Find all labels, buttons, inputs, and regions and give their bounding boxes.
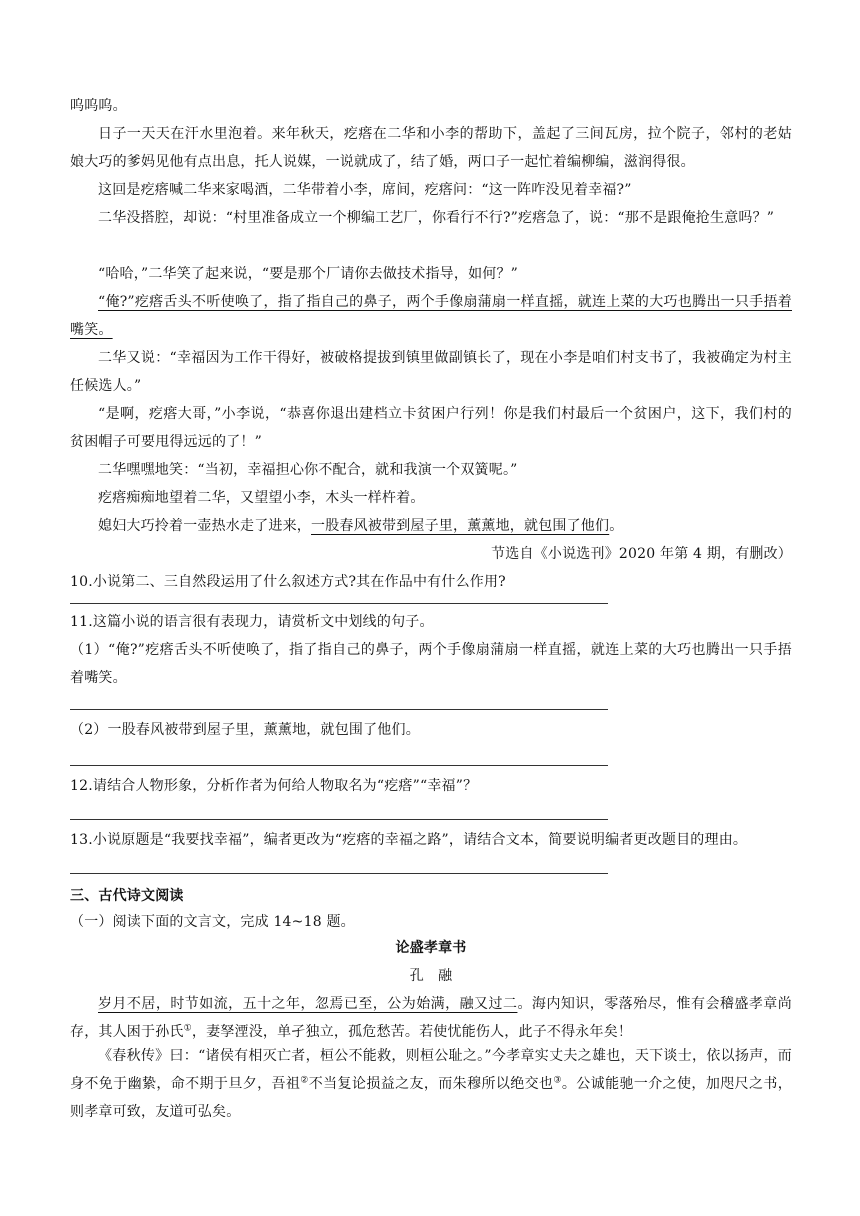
paragraph-text: 《春秋传》曰：“诸侯有相灭亡者，桓公不能救，则桓公耻之。”今孝章实丈夫之雄也，天下谈士，依以扬声，而身不免于幽絷，命不期于旦夕，吾祖 [70,1048,792,1092]
classical-paragraph-2 [70,1042,792,1126]
answer-line[interactable] [70,765,608,766]
paragraph-text: 。公诚能驰一介之使，加咫尺之书，则孝章可致，友道可弘矣。 [70,1076,792,1120]
source-citation: 节选自《小说选刊》2020 年第 4 期，有删改） [491,546,792,562]
paragraph-text: 媳妇大巧拎着一壶热水走了进来， [98,518,311,534]
question-11-2: （2）一股春风被带到屋子里，薰薰地，就包围了他们。 [70,722,420,738]
story-paragraph: “哈哈，”二华笑了起来说，“要是那个厂请你去做技术指导，如何？” [98,266,519,282]
story-paragraph: 这回是疙瘩喊二华来家喝酒，二华带着小李，席间，疙瘩问：“这一阵咋没见着幸福?” [98,182,632,198]
passage-title: 论盛孝章书 [395,940,467,956]
paragraph-text: ，妻孥湮没，单孑独立，孤危愁苦。若使忧能伤人，此子不得永年矣！ [191,1024,633,1040]
passage-author: 孔 融 [409,968,453,984]
footnote-marker: ② [300,1075,309,1086]
paragraph-text: 。海内知识，零落殆尽，惟有会稽盛孝章尚存，其人困于孙氏 [70,996,792,1040]
answer-line[interactable] [70,819,608,820]
question-11-1: （1）“俺?”疙瘩舌头不听使唤了，指了指自己的鼻子，两个手像扇蒲扇一样直摇，就连上菜的大巧也腾出一只手捂着嘴笑。 [70,642,792,686]
story-paragraph: 二华嘿嘿地笑：“当初，幸福担心你不配合，就和我演一个双簧呢。” [98,462,518,478]
story-paragraph: 呜呜呜。 [70,98,127,114]
story-paragraph: 疙瘩痴痴地望着二华，又望望小李，木头一样杵着。 [98,490,425,506]
underlined-sentence-1: “俺?”疙瘩舌头不听使唤了，指了指自己的鼻子，两个手像扇蒲扇一样直摇，就连上菜的大巧也腾出一只手捂着嘴笑。 [70,294,792,338]
question-13: 13.小说原题是“我要找幸福”，编者更改为“疙瘩的幸福之路”，请结合文本，简要说明编者更改题目的理由。 [70,832,748,848]
underlined-paragraph [70,288,792,344]
answer-line[interactable] [70,873,608,874]
underlined-classical-sentence: 岁月不居，时节如流，五十之年，忽焉已至，公为始满，融又过二 [98,996,518,1012]
story-paragraph: 二华没搭腔，却说：“村里准备成立一个柳编工艺厂，你看行不行?”疙瘩急了，说：“那不是跟俺抢生意吗？” [98,210,775,226]
section-instruction: （一）阅读下面的文言文，完成 14~18 题。 [70,914,355,930]
footnote-marker: ① [183,1023,192,1034]
classical-paragraph-1 [70,990,792,1046]
story-paragraph: 日子一天天在汗水里泡着。来年秋天，疙瘩在二华和小李的帮助下，盖起了三间瓦房，拉个院子，邻村的老姑娘大巧的爹妈见他有点出息，托人说媒，一说就成了，结了婚，两口子一起忙着编柳编，滋润得很。 [70,126,792,170]
question-11: 11.这篇小说的语言很有表现力，请赏析文中划线的句子。 [70,614,434,630]
story-paragraph [70,512,792,540]
paragraph-text: 。 [609,518,624,534]
answer-line[interactable] [70,709,608,710]
answer-line[interactable] [70,603,608,604]
story-paragraph: “是啊，疙瘩大哥，”小李说，“恭喜你退出建档立卡贫困户行列！你是我们村最后一个贫困户，这下，我们村的贫困帽子可要甩得远远的了！” [70,406,792,450]
underlined-sentence-2: 一股春风被带到屋子里，薰薰地，就包围了他们 [311,518,610,534]
footnote-marker: ③ [553,1075,562,1086]
section-heading: 三、古代诗文阅读 [70,888,184,904]
question-12: 12.请结合人物形象，分析作者为何给人物取名为“疙瘩”“幸福”？ [70,778,478,794]
paragraph-text: 不当复论损益之友，而朱穆所以绝交也 [308,1076,554,1092]
story-paragraph: 二华又说：“幸福因为工作干得好，被破格提拔到镇里做副镇长了，现在小李是咱们村支书了，我被确定为村主任候选人。” [70,350,792,394]
question-10: 10.小说第二、三自然段运用了什么叙述方式?其在作品中有什么作用? [70,574,506,590]
